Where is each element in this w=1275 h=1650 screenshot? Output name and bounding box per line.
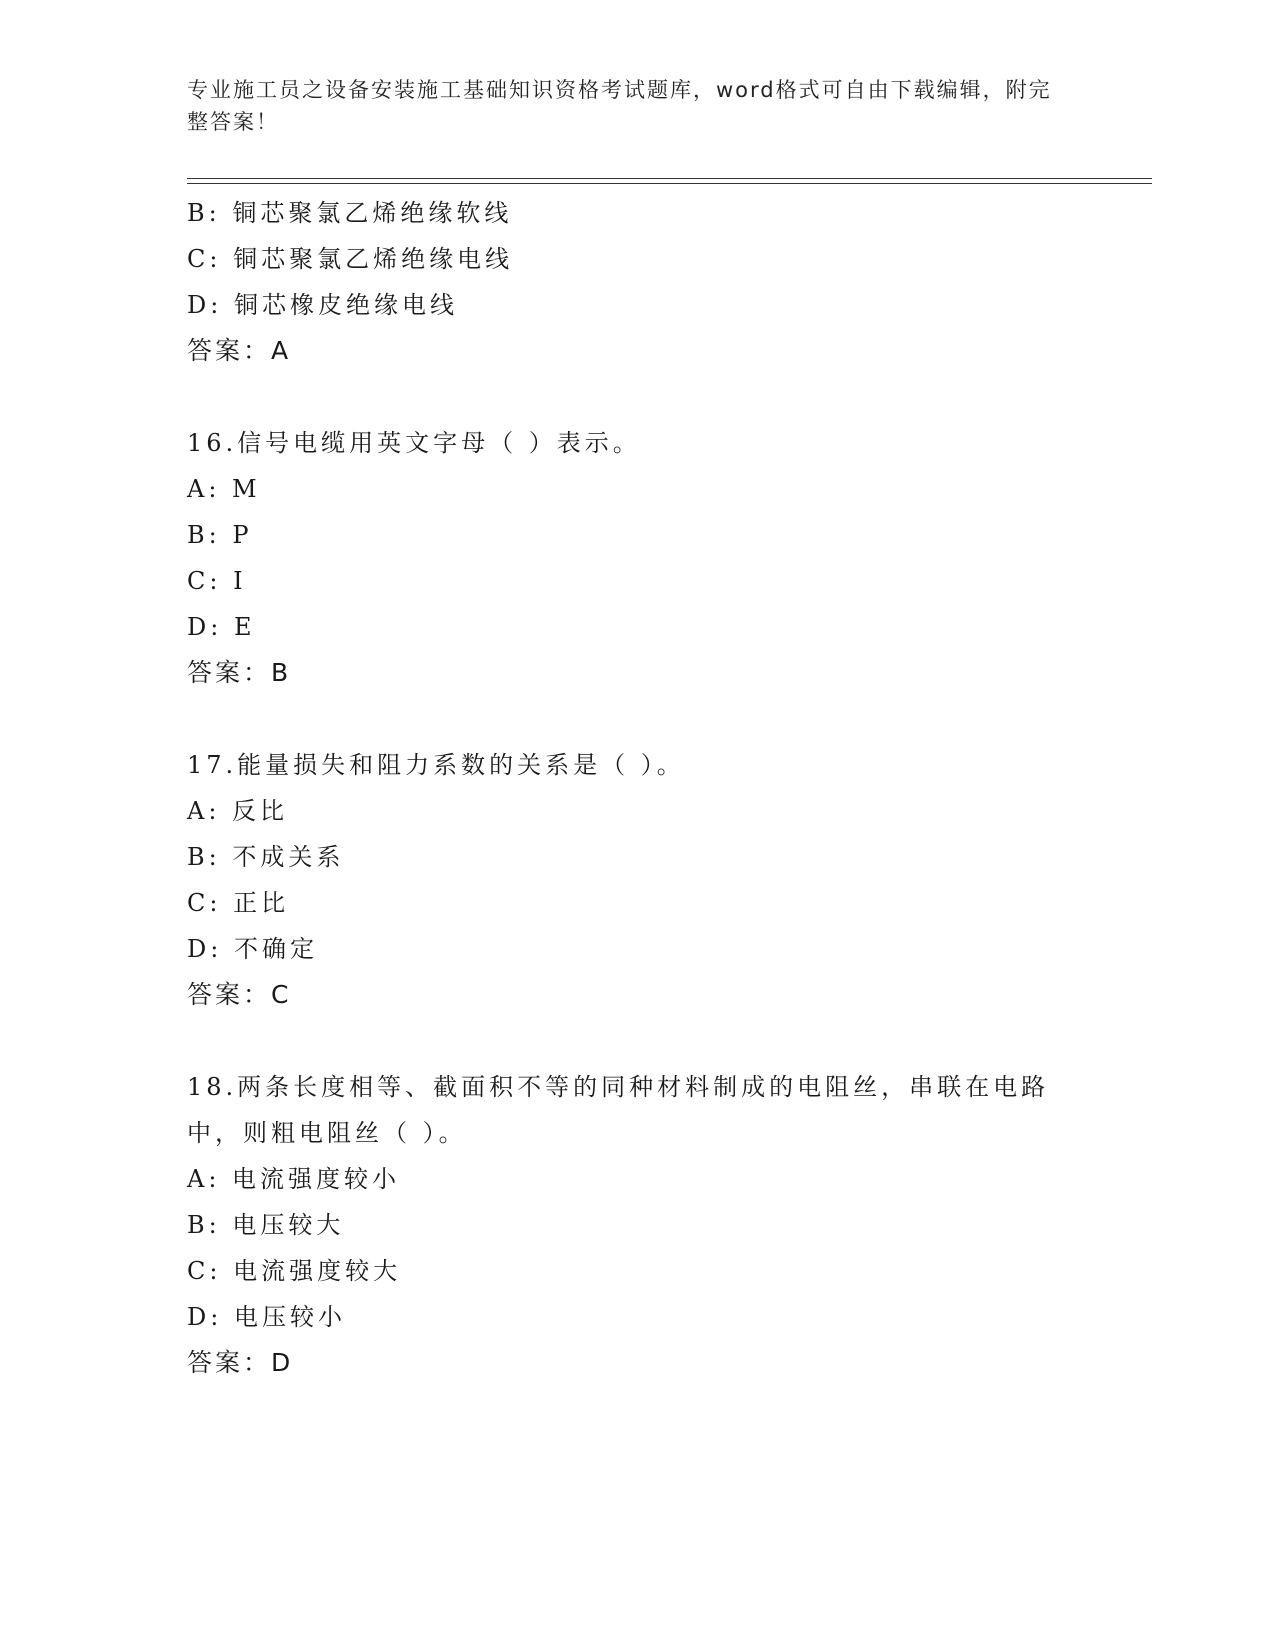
option-d: D: 不确定: [187, 935, 318, 963]
answer-line: 答案：B: [187, 658, 292, 687]
option-b: B: 不成关系: [187, 843, 345, 871]
option-a: A: 反比: [187, 797, 289, 825]
header-divider-bottom: [187, 183, 1152, 184]
question-block-17: [187, 742, 1087, 1018]
option-c: C: 正比: [187, 889, 290, 917]
spacer: [187, 1018, 1087, 1064]
option-b: B: P: [187, 521, 253, 549]
option-b: B: 电压较大: [187, 1211, 345, 1239]
header-divider-top: [187, 178, 1152, 179]
spacer: [187, 696, 1087, 742]
question-block-18: [187, 1064, 1087, 1386]
question-list: [187, 190, 1087, 1386]
question-block-continued: [187, 190, 1087, 374]
answer-line: 答案：C: [187, 980, 292, 1009]
question-block-16: [187, 420, 1087, 696]
answer-line: 答案：A: [187, 336, 292, 365]
option-a: A: M: [187, 475, 261, 503]
spacer: [187, 374, 1087, 420]
answer-line: 答案：D: [187, 1348, 294, 1377]
option-c: C: I: [187, 567, 247, 595]
option-c: C: 电流强度较大: [187, 1257, 402, 1285]
option-d: D: 电压较小: [187, 1303, 346, 1331]
option-d: D: 铜芯橡皮绝缘电线: [187, 291, 458, 319]
question-stem: 17.能量损失和阻力系数的关系是（ ）。: [187, 751, 685, 779]
document-header: 专业施工员之设备安装施工基础知识资格考试题库，word格式可自由下载编辑，附完整答案！: [187, 78, 1052, 134]
option-b: B: 铜芯聚氯乙烯绝缘软线: [187, 199, 513, 227]
option-c: C: 铜芯聚氯乙烯绝缘电线: [187, 245, 514, 273]
option-d: D: E: [187, 613, 256, 641]
option-a: A: 电流强度较小: [187, 1165, 401, 1193]
question-stem: 18.两条长度相等、截面积不等的同种材料制成的电阻丝，串联在电路中，则粗电阻丝（ ）。: [187, 1073, 1050, 1147]
question-stem: 16.信号电缆用英文字母（ ）表示。: [187, 429, 641, 457]
